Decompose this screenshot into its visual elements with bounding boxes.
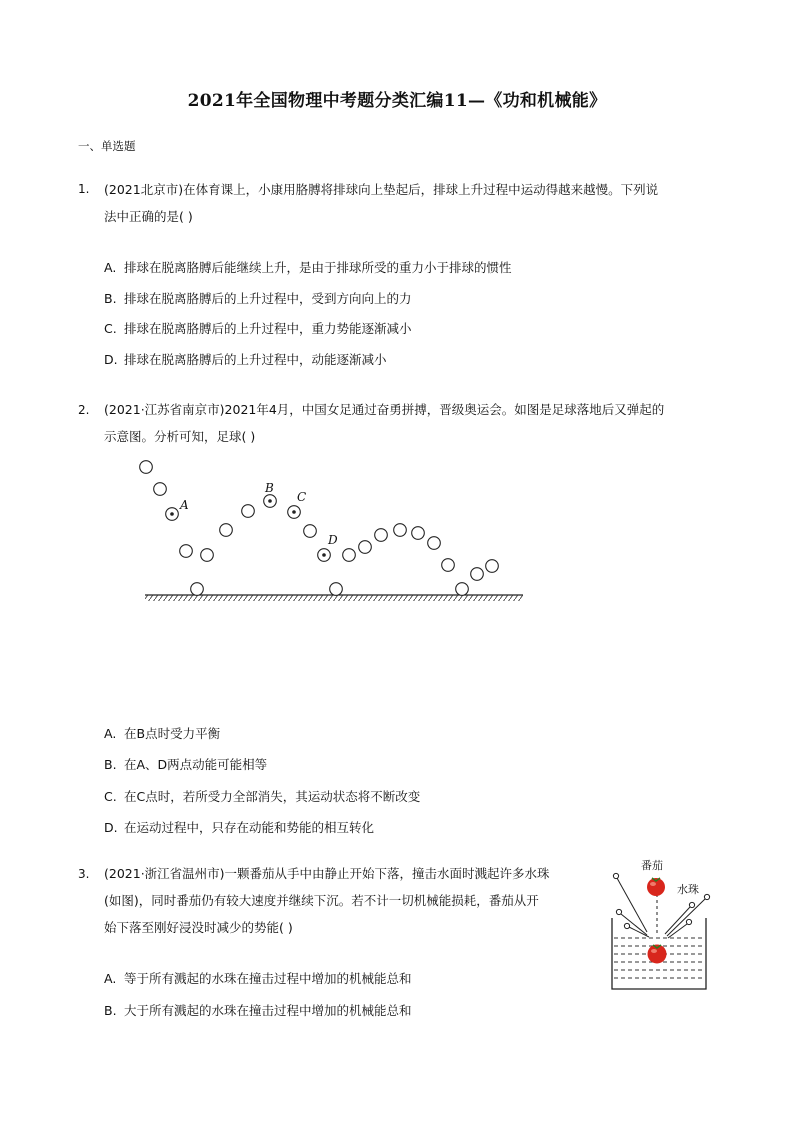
- droplet: [686, 919, 691, 924]
- label-c: C: [297, 490, 307, 504]
- droplet: [689, 902, 694, 907]
- tomato-label: 番茄: [641, 859, 663, 872]
- option-letter: A.: [104, 260, 117, 275]
- option-a[interactable]: [104, 259, 512, 277]
- droplet: [624, 923, 629, 928]
- ball: [428, 537, 441, 550]
- option-b[interactable]: [104, 756, 267, 774]
- option-b[interactable]: [104, 1002, 412, 1020]
- ball: [343, 549, 356, 562]
- question-text: [104, 176, 658, 230]
- ball: [394, 524, 407, 537]
- dot-marker: [322, 553, 326, 557]
- label-a: A: [180, 498, 189, 512]
- ball: [242, 505, 255, 518]
- option-text: 排球在脱离胳膊后的上升过程中，受到方向向上的力: [124, 291, 412, 306]
- tomato-submerged-icon: [648, 945, 667, 964]
- option-text: 在B点时受力平衡: [124, 726, 221, 741]
- option-letter: B.: [104, 1003, 117, 1018]
- tomato-splash-figure: [605, 852, 715, 994]
- ball: [220, 524, 233, 537]
- ball: [359, 541, 372, 554]
- question-text: [104, 396, 664, 450]
- option-text: 等于所有溅起的水珠在撞击过程中增加的机械能总和: [124, 971, 412, 986]
- splash-trail: [667, 899, 705, 936]
- ball: [412, 527, 425, 540]
- question-line: (如图)，同时番茄仍有较大速度并继续下沉。若不计一切机械能损耗，番茄从开: [104, 893, 539, 908]
- option-letter: B.: [104, 757, 117, 772]
- option-a[interactable]: [104, 725, 220, 743]
- page-title: 2021年全国物理中考题分类汇编11—《功和机械能》: [187, 91, 607, 111]
- droplet: [616, 909, 621, 914]
- ball: [154, 483, 167, 496]
- option-letter: C.: [104, 789, 117, 804]
- question-line: (2021·江苏省南京市)2021年4月，中国女足通过奋勇拼搏，晋级奥运会。如图是足球落地后又弹起的: [104, 402, 665, 417]
- ball: [304, 525, 317, 538]
- option-text: 排球在脱离胳膊后的上升过程中，重力势能逐渐减小: [124, 321, 412, 336]
- droplet: [704, 894, 709, 899]
- dot-marker: [268, 499, 272, 503]
- option-text: 排球在脱离胳膊后的上升过程中，动能逐渐减小: [124, 352, 387, 367]
- tomato-icon: [647, 878, 665, 896]
- option-letter: D.: [104, 820, 118, 835]
- label-b: B: [265, 481, 274, 495]
- droplet-label: 水珠: [677, 883, 699, 896]
- ball: [375, 529, 388, 542]
- option-text: 大于所有溅起的水珠在撞击过程中增加的机械能总和: [124, 1003, 412, 1018]
- question-line: (2021北京市)在体育课上，小康用胳膊将排球向上垫起后，排球上升过程中运动得越来越慢。下列说: [104, 182, 659, 197]
- question-text: [104, 860, 550, 941]
- label-d: D: [328, 533, 338, 547]
- option-c[interactable]: [104, 320, 412, 338]
- ball: [201, 549, 214, 562]
- option-text: 在C点时，若所受力全部消失，其运动状态将不断改变: [124, 789, 421, 804]
- option-letter: A.: [104, 726, 117, 741]
- option-d[interactable]: [104, 351, 387, 369]
- question-line: 法中正确的是( ): [104, 209, 193, 224]
- question-line: 始下落至刚好浸没时减少的势能( ): [104, 920, 293, 935]
- ball: [191, 583, 204, 596]
- option-c[interactable]: [104, 788, 420, 806]
- question-number: 2.: [78, 403, 90, 417]
- bouncing-ball-figure: [135, 452, 530, 612]
- ball: [456, 583, 469, 596]
- option-d[interactable]: [104, 819, 374, 837]
- ball: [330, 583, 343, 596]
- option-a[interactable]: [104, 970, 412, 988]
- option-letter: A.: [104, 971, 117, 986]
- option-b[interactable]: [104, 290, 412, 308]
- ball: [442, 559, 455, 572]
- option-text: 在运动过程中，只存在动能和势能的相互转化: [124, 820, 375, 835]
- option-letter: B.: [104, 291, 117, 306]
- question-number: 1.: [78, 182, 90, 196]
- dot-marker: [292, 510, 296, 514]
- section-heading: 一、单选题: [78, 139, 136, 153]
- ground-hatch: [145, 595, 523, 601]
- splash-trail: [665, 907, 690, 934]
- splash-trail: [617, 878, 647, 932]
- ball: [471, 568, 484, 581]
- dot-marker: [170, 512, 174, 516]
- droplet: [613, 873, 618, 878]
- ball: [180, 545, 193, 558]
- ball: [140, 461, 153, 474]
- option-letter: C.: [104, 321, 117, 336]
- option-text: 排球在脱离胳膊后能继续上升，是由于排球所受的重力小于排球的惯性: [124, 260, 512, 275]
- question-line: (2021·浙江省温州市)一颗番茄从手中由静止开始下落，撞击水面时溅起许多水珠: [104, 866, 550, 881]
- ball: [486, 560, 499, 573]
- option-letter: D.: [104, 352, 118, 367]
- question-number: 3.: [78, 867, 90, 881]
- option-text: 在A、D两点动能可能相等: [124, 757, 268, 772]
- question-line: 示意图。分析可知，足球( ): [104, 429, 256, 444]
